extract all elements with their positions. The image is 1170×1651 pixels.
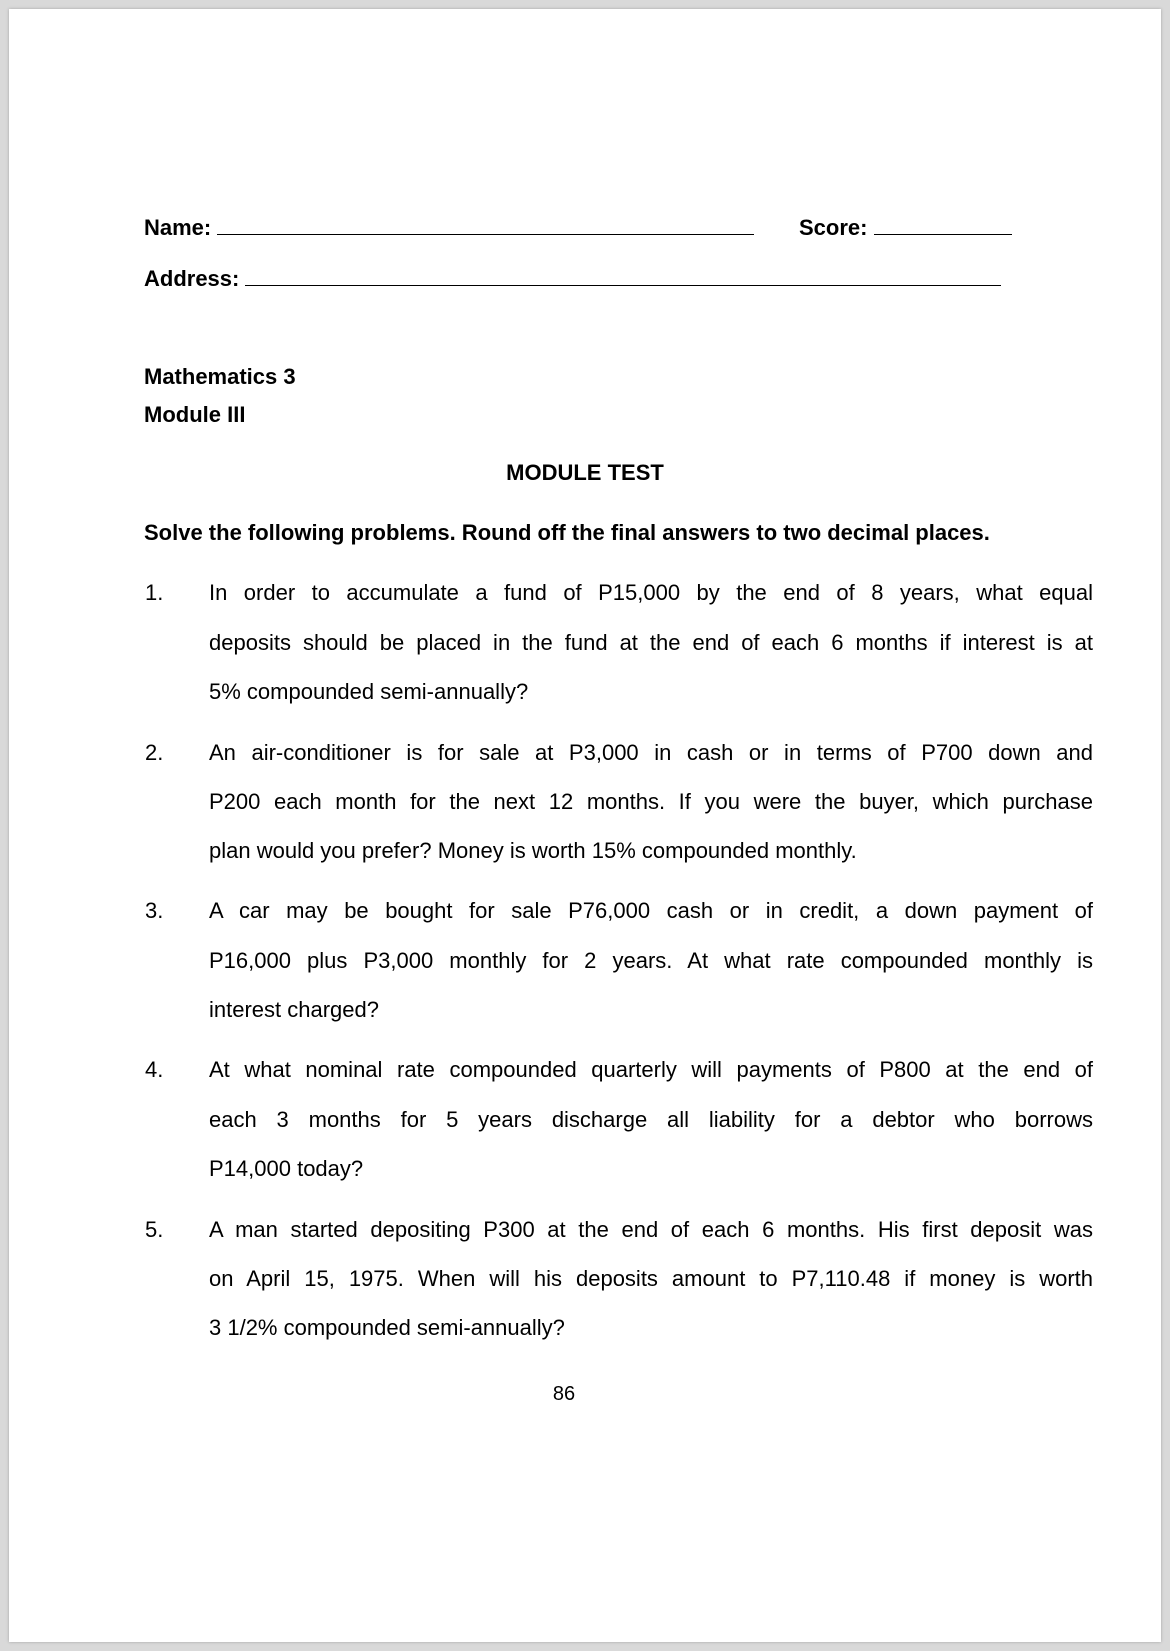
- problem-4-number: 4.: [145, 1057, 164, 1082]
- score-field: [799, 214, 1012, 241]
- problem-4-line-3: P14,000 today?: [209, 1156, 364, 1181]
- problem-5-number: 5.: [145, 1217, 164, 1242]
- document-page: [9, 9, 1161, 1642]
- problem-4-line-2: each 3 months for 5 years discharge all liability for a debtor who borrows: [209, 1107, 1093, 1132]
- name-field: [144, 214, 754, 241]
- problem-4-line-1: At what nominal rate compounded quarterly will payments of P800 at the end of: [209, 1057, 1093, 1082]
- problem-5-line-2: on April 15, 1975. When will his deposits amount to P7,110.48 if money is worth: [209, 1266, 1093, 1291]
- test-title: MODULE TEST: [506, 460, 664, 485]
- problem-3-line-2: P16,000 plus P3,000 monthly for 2 years. At what rate compounded monthly is: [209, 948, 1093, 973]
- instructions: Solve the following problems. Round off the final answers to two decimal places.: [144, 520, 990, 545]
- problem-3-line-1: A car may be bought for sale P76,000 cash or in credit, a down payment of: [209, 898, 1093, 923]
- problem-2-number: 2.: [145, 740, 164, 765]
- problem-1-line-3: 5% compounded semi-annually?: [209, 679, 529, 704]
- problem-2-line-1: An air-conditioner is for sale at P3,000 in cash or in terms of P700 down and: [209, 740, 1093, 765]
- address-blank: [245, 265, 1001, 286]
- page-number: 86: [552, 1383, 576, 1405]
- problem-2-line-3: plan would you prefer? Money is worth 15% compounded monthly.: [209, 838, 857, 863]
- name-blank: [217, 214, 754, 235]
- problem-1-line-1: In order to accumulate a fund of P15,000 by the end of 8 years, what equal: [209, 580, 1093, 605]
- problem-1-number: 1.: [145, 580, 164, 605]
- score-blank: [874, 214, 1012, 235]
- subject-title: Mathematics 3: [144, 364, 296, 389]
- problem-2-line-2: P200 each month for the next 12 months. If you were the buyer, which purchase: [209, 789, 1093, 814]
- address-label: Address:: [144, 266, 240, 291]
- problem-5-line-1: A man started depositing P300 at the end of each 6 months. His first deposit was: [209, 1217, 1093, 1242]
- name-label: Name:: [144, 215, 212, 240]
- score-label: Score:: [799, 215, 868, 240]
- problem-3-number: 3.: [145, 898, 164, 923]
- problem-5-line-3: 3 1/2% compounded semi-annually?: [209, 1315, 565, 1340]
- problem-1-line-2: deposits should be placed in the fund at the end of each 6 months if interest is at: [209, 630, 1093, 655]
- address-field: [144, 265, 1001, 292]
- module-title: Module III: [144, 402, 246, 427]
- problem-3-line-3: interest charged?: [209, 997, 379, 1022]
